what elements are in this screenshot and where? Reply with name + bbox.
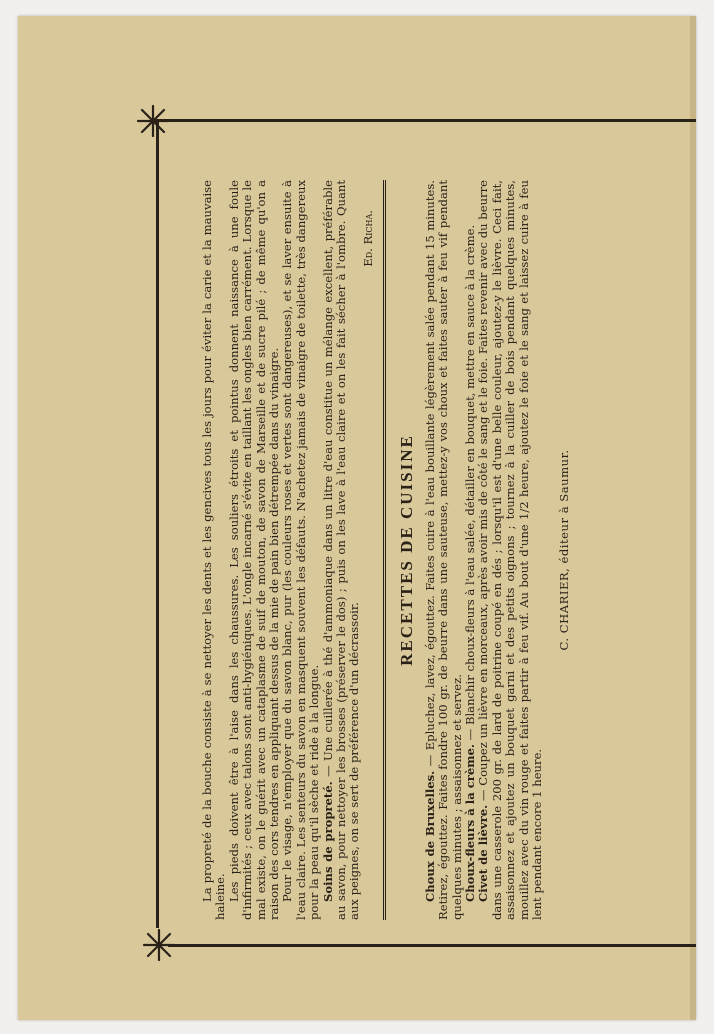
signature: Ed. Richa. <box>360 210 375 267</box>
editor-imprint: C. CHARIER, éditeur à Saumur. <box>557 449 572 651</box>
hygiene-paragraph-face: Pour le visage, n'employer que du savon blanc, pur (les couleurs roses et vertes sont dangereuses), et se laver ensuite à l'eau claire. Les senteurs du savon en masquent souvent les défauts. N'achetez jamais de vinaigre de toilette, très dangereux pour la peau qu'il sèche et ride à la longue. <box>280 180 322 920</box>
cleaning-text: — Une cuillerée à thé d'ammoniaque dans un litre d'eau constitue un mélange excellent, préférable au savon, pour nettoyer les brosses (préserver le dos) ; puis on les lave à l'eau claire et on les fait sécher à l'ombre. Quant aux peignes, on se sert de préférence d'un décrassoir. <box>320 180 362 920</box>
cleaning-title: Soins de propreté. <box>320 781 335 902</box>
star-ornament-icon <box>142 928 176 962</box>
hygiene-section <box>201 180 572 920</box>
printed-text-block <box>193 156 714 936</box>
recipe-cauliflower <box>464 180 477 920</box>
recipe-title: Choux de Bruxelles. <box>422 770 437 902</box>
bottom-border-rule <box>168 944 696 947</box>
top-border-rule <box>156 119 696 122</box>
recipe-title: Choux-fleurs à la crème. <box>462 744 477 902</box>
star-ornament-icon <box>136 104 170 138</box>
hygiene-paragraph-feet: Les pieds doivent être à l'aise dans les chaussures. Les souliers étroits et pointus donnent naissance à une foule d'infirmités ; ceux avec talons sont anti-hygiéniques. L'ongle incarné s'évite en taillant les ongles bien carrément. Lorsque le mal existe, on le guérit avec un cataplasme de suif de mouton, de savon de Marseille et de sucre pilé ; de même qu'on a raison des cors tendres en appliquant dessus de la mie de pain bien détrempée dans du vinaigre. <box>226 180 282 920</box>
hygiene-paragraph-cleaning <box>322 180 362 920</box>
left-border-rule <box>156 120 159 928</box>
paper-sheet <box>18 16 696 1020</box>
recipe-text: — Epluchez, lavez, égouttez. Faites cuire à l'eau bouillante légèrement salée pendant 15 minutes. Retirez, égouttez. Faites fondre 100 gr. de beurre dans une sauteuse, mettez-y vos choux et faites sauter à feu vif pendant quelques minutes ; assaisonnez et servez. <box>422 180 464 920</box>
recipe-text: — Blanchir choux-fleurs à l'eau salée, détailler en bouquet, mettre en sauce à la crème. <box>462 224 477 745</box>
recipe-brussels-sprouts <box>424 180 464 920</box>
section-divider <box>383 180 386 920</box>
hygiene-paragraph-mouth: La propreté de la bouche consiste à se nettoyer les dents et les gencives tous les jours pour éviter la carie et la mauvaise haleine. <box>200 180 228 920</box>
recipes-heading: RECETTES DE CUISINE <box>397 434 417 666</box>
recipe-title: Civet de lièvre. <box>476 804 491 902</box>
recipe-text: — Coupez un lièvre en morceaux, après avoir mis de côté le sang et le foie. Faites revenir avec du beurre dans une casserole 200 gr. de lard de poitrine coupé en dés ; lorsqu'il est d'une belle couleur, ajoutez-y le lièvre. Ceci fait, assaisonnez et ajoutez un bouquet garni et des petits oignons ; tournez à la cuiller de bois pendant quelques minutes, mouillez avec du vin rouge et faites partir à feu vif. Au bout d'une 1/2 heure, ajoutez le foie et le sang et laissez cuire à feu lent pendant encore 1 heure. <box>476 180 544 920</box>
printed-text-inner <box>193 156 714 936</box>
recipe-hare-stew <box>477 180 544 920</box>
